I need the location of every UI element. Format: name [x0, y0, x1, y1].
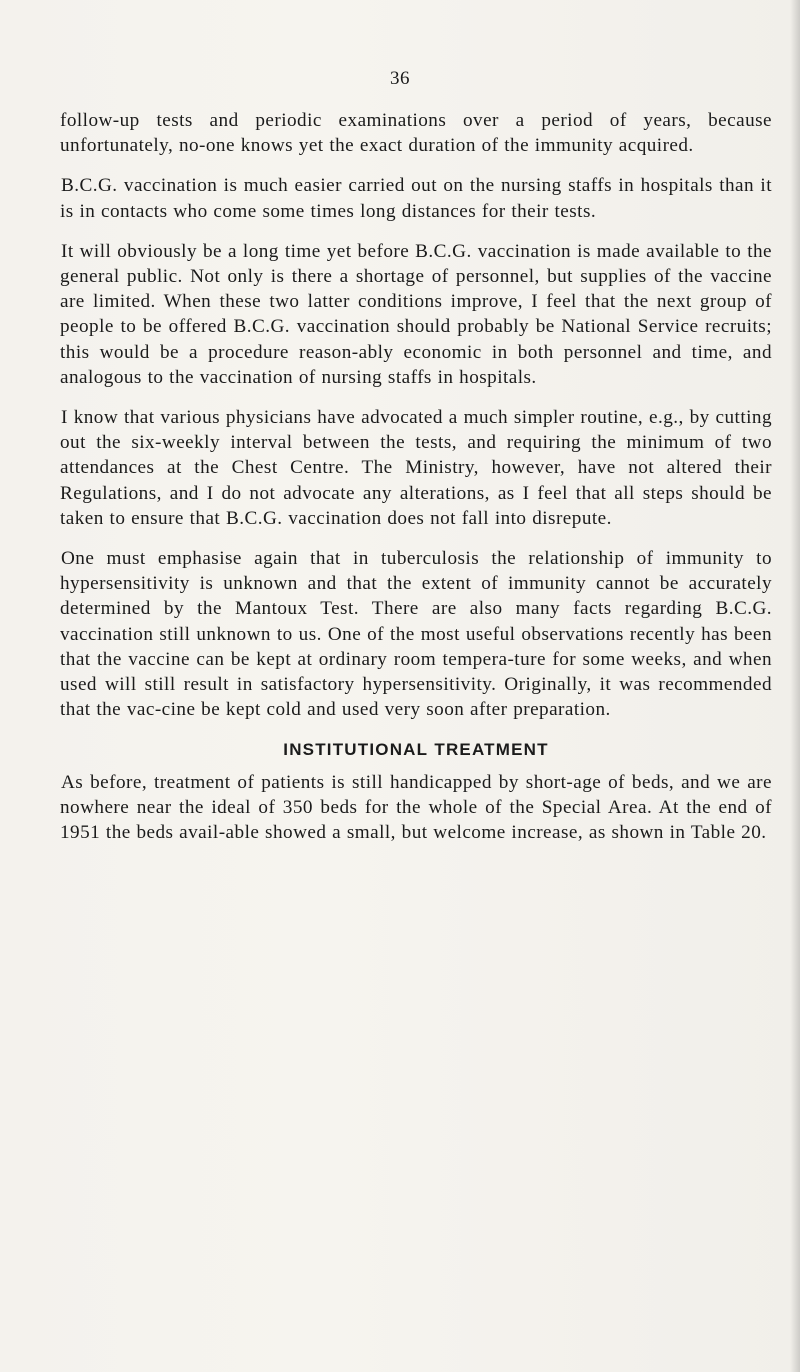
page-edge-shadow	[790, 0, 800, 1372]
page-number: 36	[390, 68, 410, 89]
paragraph-institutional-treatment: As before, treatment of patients is still handicapped by short-age of beds, and we are nowhere near the ideal of 350 beds for the whole of the Special Area. At the end of 1951 the beds avail-able showed a small, but welcome increase, as shown in Table 20.	[60, 771, 772, 844]
paragraph-simpler-routine: I know that various physicians have advocated a much simpler routine, e.g., by cutting out the six-weekly interval between the tests, and requiring the minimum of two attendances at the Chest Centre. The Ministry, however, have not altered their Regulations, and I do not advocate any alterations, as I feel that all steps should be taken to ensure that B.C.G. vaccination does not fall into disrepute.	[60, 407, 772, 529]
paragraph-immunity-hypersensitivity: One must emphasise again that in tuberculosis the relationship of immunity to hypersensitivity is unknown and that the extent of immunity cannot be accurately determined by the Mantoux Test. There are also many facts regarding B.C.G. vaccination still unknown to us. One of the most useful observations recently has been that the vaccine can be kept at ordinary room tempera-ture for some weeks, and when used will still result in satisfactory hypersensitivity. Originally, it was recommended that the vac-cine be kept cold and used very soon after preparation.	[60, 548, 772, 721]
paragraph-general-public: It will obviously be a long time yet before B.C.G. vaccination is made available to the general public. Not only is there a shortage of personnel, but supplies of the vaccine are limited. When these two latter conditions improve, I feel that the next group of people to be offered B.C.G. vaccination should probably be National Service recruits; this would be a procedure reason-ably economic in both personnel and time, and analogous to the vaccination of nursing staffs in hospitals.	[60, 240, 772, 388]
body-text	[60, 108, 772, 860]
paragraph-follow-up-tests: follow-up tests and periodic examinations over a period of years, because unfortunately, no-one knows yet the exact duration of the immunity acquired.	[60, 110, 772, 157]
section-heading: INSTITUTIONAL TREATMENT	[283, 740, 549, 760]
paragraph-bcg-nursing-staffs: B.C.G. vaccination is much easier carried out on the nursing staffs in hospitals than it is in contacts who come some times long distances for their tests.	[60, 175, 772, 222]
